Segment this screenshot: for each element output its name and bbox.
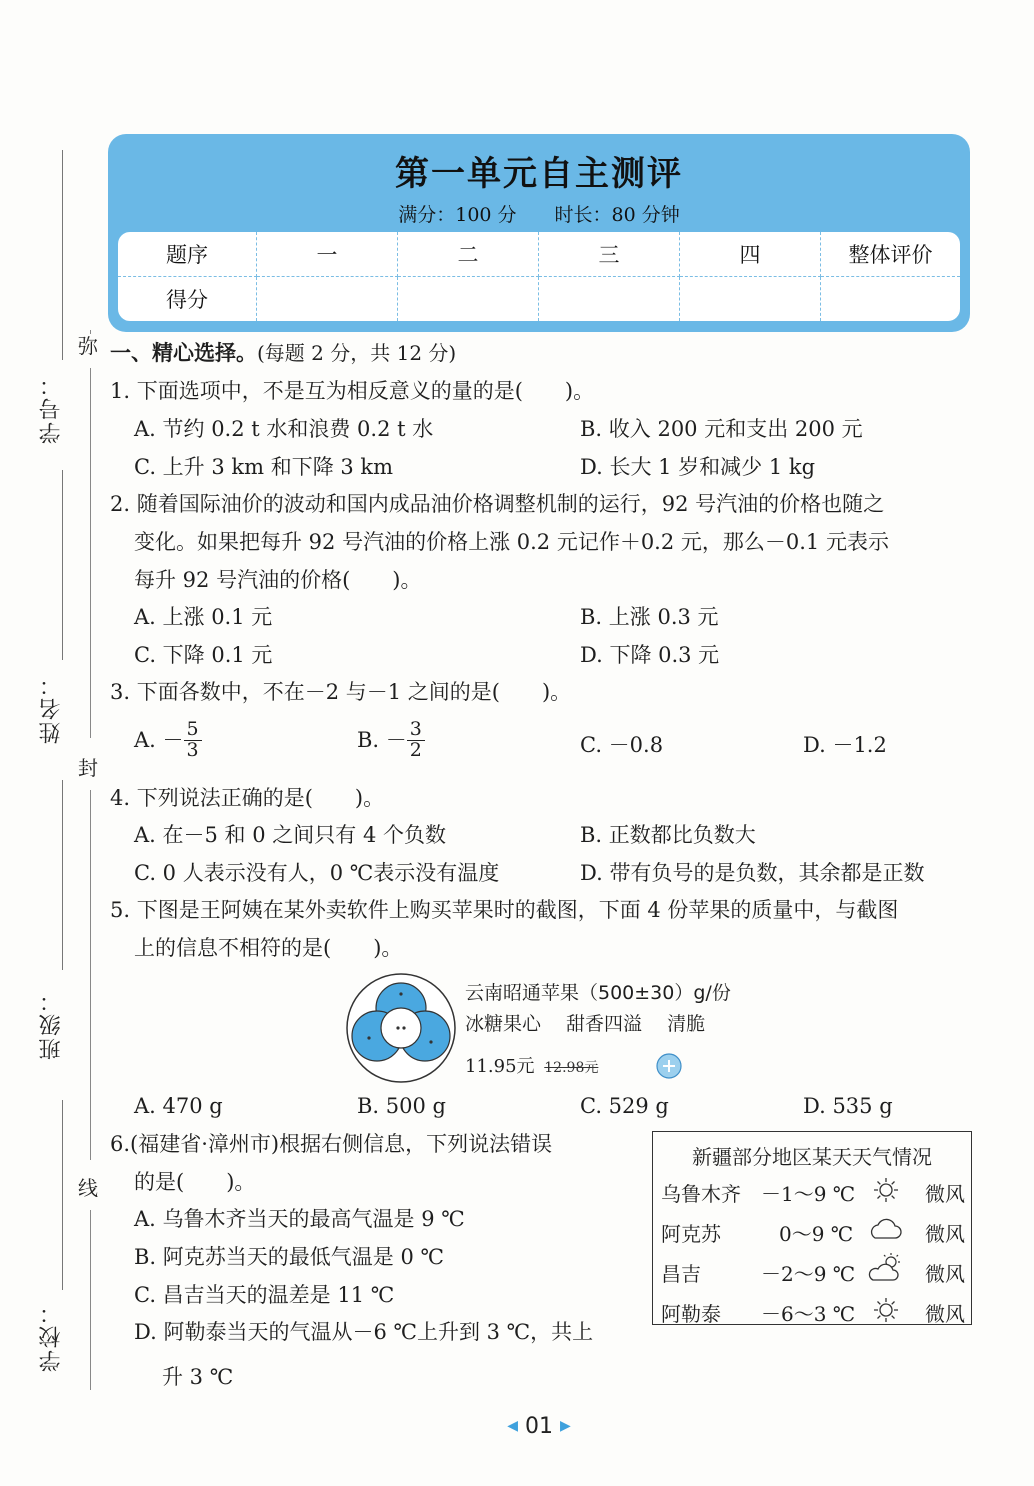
page-title: 第一单元自主测评 xyxy=(395,154,683,194)
class-label: 班级： xyxy=(39,988,64,1060)
section-note: (每题 2 分，共 12 分) xyxy=(257,341,457,365)
q2-option-c[interactable]: C. 下降 0.1 元 xyxy=(134,643,273,667)
question-2-line: 2. 随着国际油价的波动和国内成品油价格调整机制的运行，92 号汽油的价格也随之 xyxy=(110,492,885,516)
table-cell: 整体评价 xyxy=(821,232,960,277)
q4-option-c[interactable]: C. 0 人表示没有人，0 ℃表示没有温度 xyxy=(134,861,500,885)
question-2-line: 变化。如果把每升 92 号汽油的价格上涨 0.2 元记作＋0.2 元，那么－0.1 元表示 xyxy=(134,530,889,554)
apple-plate-icon xyxy=(345,972,457,1084)
seal-char-feng: 封 xyxy=(78,756,98,780)
q3-option-a[interactable] xyxy=(134,720,202,761)
score-table-score-row xyxy=(118,277,960,321)
numerator: 3 xyxy=(407,720,425,741)
q6-option-a[interactable]: A. 乌鲁木齐当天的最高气温是 9 ℃ xyxy=(134,1207,465,1231)
sun-icon xyxy=(871,1296,901,1324)
denominator: 3 xyxy=(186,738,199,761)
q6-option-b[interactable]: B. 阿克苏当天的最低气温是 0 ℃ xyxy=(134,1245,444,1269)
current-price: 11.95元 xyxy=(465,1056,535,1077)
q4-option-a[interactable]: A. 在－5 和 0 之间只有 4 个负数 xyxy=(134,823,446,847)
wind: 微风 xyxy=(925,1302,965,1326)
q1-option-d[interactable]: D. 长大 1 岁和减少 1 kg xyxy=(580,455,816,479)
question-4-stem: 4. 下列说法正确的是( )。 xyxy=(110,786,385,810)
table-cell: 得分 xyxy=(118,277,257,321)
temp-range: 0～9 ℃ xyxy=(779,1222,854,1246)
school-label: 学校： xyxy=(39,1300,64,1372)
table-cell: 题序 xyxy=(118,232,257,277)
q5-option-c[interactable]: C. 529 g xyxy=(580,1094,669,1118)
numerator: 5 xyxy=(184,720,202,741)
q4-option-d[interactable]: D. 带有负号的是负数，其余都是正数 xyxy=(580,861,925,885)
city-name: 阿勒泰 xyxy=(661,1302,721,1326)
q2-option-b[interactable]: B. 上涨 0.3 元 xyxy=(580,605,719,629)
option-prefix: A. － xyxy=(134,727,184,752)
score-input-cell[interactable] xyxy=(257,277,398,321)
product-name: 云南昭通苹果（500±30）g/份 xyxy=(465,982,731,1004)
q6-option-d[interactable]: D. 阿勒泰当天的气温从－6 ℃上升到 3 ℃，共上 xyxy=(134,1320,594,1344)
weather-row xyxy=(653,1250,971,1288)
next-triangle-icon: ▶ xyxy=(560,1418,571,1434)
seal-char-xian: 线 xyxy=(78,1176,98,1200)
weather-row xyxy=(653,1210,971,1248)
city-name: 乌鲁木齐 xyxy=(661,1182,741,1206)
question-3-stem: 3. 下面各数中，不在－2 与－1 之间的是( )。 xyxy=(110,680,572,704)
weather-row xyxy=(653,1170,971,1208)
q1-option-a[interactable]: A. 节约 0.2 t 水和浪费 0.2 t 水 xyxy=(134,417,434,441)
table-cell: 一 xyxy=(257,232,398,277)
page-number: 01 xyxy=(525,1414,553,1439)
table-cell: 四 xyxy=(680,232,821,277)
price-row xyxy=(465,1058,598,1076)
question-6-line: 6.(福建省·漳州市)根据右侧信息，下列说法错误 xyxy=(110,1132,553,1156)
weather-info-box xyxy=(652,1131,972,1325)
seal-line xyxy=(90,368,91,738)
table-cell: 三 xyxy=(539,232,680,277)
city-name: 昌吉 xyxy=(661,1262,701,1286)
q3-option-b[interactable] xyxy=(357,720,425,761)
score-input-cell[interactable] xyxy=(539,277,680,321)
temp-range: －2～9 ℃ xyxy=(761,1262,856,1286)
q2-option-a[interactable]: A. 上涨 0.1 元 xyxy=(134,605,273,629)
q5-option-d[interactable]: D. 535 g xyxy=(803,1094,893,1118)
old-price: 12.98元 xyxy=(544,1060,599,1076)
page-number-bar xyxy=(0,1414,1034,1439)
fraction xyxy=(407,720,425,761)
weather-row xyxy=(653,1290,971,1328)
cloud-icon xyxy=(867,1218,903,1242)
question-6-line: 的是( )。 xyxy=(134,1170,256,1194)
binding-line xyxy=(62,1100,63,1290)
score-table-header-row xyxy=(118,232,960,277)
q4-option-b[interactable]: B. 正数都比负数大 xyxy=(580,823,756,847)
option-prefix: B. － xyxy=(357,727,407,752)
section-heading xyxy=(110,343,456,364)
section-title: 一、精心选择。 xyxy=(110,341,257,365)
product-tags: 冰糖果心 甜香四溢 清脆 xyxy=(465,1013,706,1035)
seal-char-mi: 弥 xyxy=(78,334,98,358)
seal-line xyxy=(90,1210,91,1390)
q5-option-a[interactable]: A. 470 g xyxy=(134,1094,223,1118)
q6-option-d-cont: 升 3 ℃ xyxy=(162,1365,234,1389)
city-name: 阿克苏 xyxy=(661,1222,721,1246)
name-label: 姓名： xyxy=(39,672,64,744)
q3-option-c[interactable]: C. －0.8 xyxy=(580,733,664,757)
score-table xyxy=(118,232,960,321)
question-2-line: 每升 92 号汽油的价格( )。 xyxy=(134,568,422,592)
fraction xyxy=(184,720,202,761)
student-id-label: 学号： xyxy=(39,372,64,444)
question-1-stem: 1. 下面选项中，不是互为相反意义的量的是( )。 xyxy=(110,379,595,403)
q6-option-c[interactable]: C. 昌吉当天的温差是 11 ℃ xyxy=(134,1283,395,1307)
weather-title: 新疆部分地区某天天气情况 xyxy=(692,1145,932,1169)
temp-range: －6～3 ℃ xyxy=(761,1302,856,1326)
temp-range: －1～9 ℃ xyxy=(761,1182,856,1206)
question-5-line: 5. 下图是王阿姨在某外卖软件上购买苹果时的截图，下面 4 份苹果的质量中，与截图 xyxy=(110,898,899,922)
partly-cloudy-icon xyxy=(867,1252,903,1284)
table-cell: 二 xyxy=(398,232,539,277)
score-input-cell[interactable] xyxy=(680,277,821,321)
wind: 微风 xyxy=(925,1262,965,1286)
q1-option-b[interactable]: B. 收入 200 元和支出 200 元 xyxy=(580,417,863,441)
score-input-cell[interactable] xyxy=(398,277,539,321)
exam-info: 满分：100 分 时长：80 分钟 xyxy=(398,204,680,226)
wind: 微风 xyxy=(925,1182,965,1206)
q2-option-d[interactable]: D. 下降 0.3 元 xyxy=(580,643,720,667)
score-input-cell[interactable] xyxy=(821,277,960,321)
wind: 微风 xyxy=(925,1222,965,1246)
sun-icon xyxy=(871,1176,901,1204)
q1-option-c[interactable]: C. 上升 3 km 和下降 3 km xyxy=(134,455,394,479)
seal-line xyxy=(90,790,91,1160)
prev-triangle-icon: ◀ xyxy=(507,1418,518,1434)
q3-option-d[interactable]: D. －1.2 xyxy=(803,733,887,757)
question-5-line: 上的信息不相符的是( )。 xyxy=(134,936,403,960)
q5-option-b[interactable]: B. 500 g xyxy=(357,1094,446,1118)
denominator: 2 xyxy=(409,738,422,761)
plus-icon[interactable] xyxy=(655,1052,683,1080)
binding-line xyxy=(62,780,63,970)
binding-line xyxy=(62,470,63,660)
